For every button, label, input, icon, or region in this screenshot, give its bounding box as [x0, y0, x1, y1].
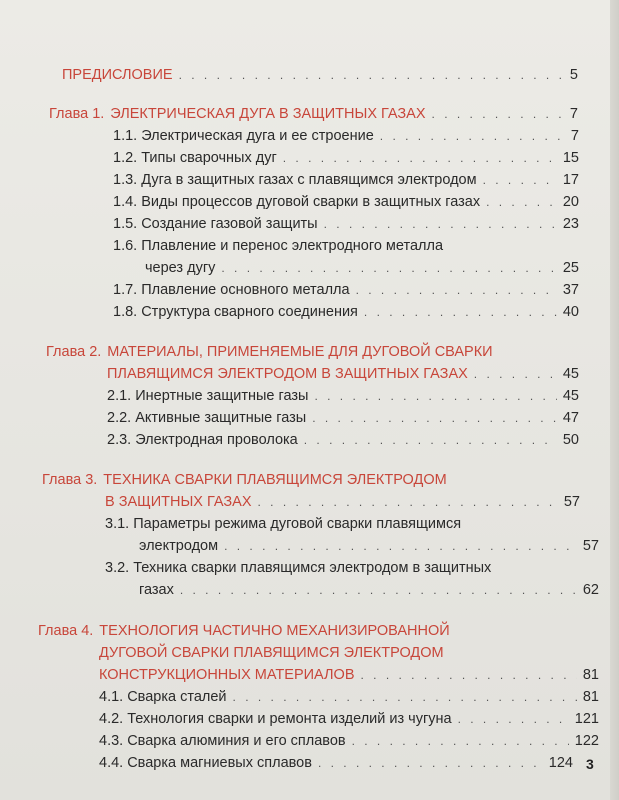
toc-entry-title: 1.5. Создание газовой защиты [113, 216, 318, 232]
toc-page-number: 121 [574, 711, 599, 727]
leader-dots [486, 193, 557, 211]
toc-chapter-4-line2[interactable] [99, 644, 444, 662]
chapter-label: Глава 3. [42, 472, 98, 488]
toc-page-number: 47 [562, 410, 579, 426]
leader-dots [356, 281, 557, 299]
toc-entry-title: 1.7. Плавление основного металла [113, 282, 350, 298]
toc-section-1-8[interactable] [113, 303, 579, 321]
leader-dots [258, 493, 558, 511]
chapter-label: Глава 1. [49, 106, 105, 122]
toc-chapter-4[interactable] [99, 666, 599, 684]
toc-section-2-3[interactable] [107, 431, 579, 449]
toc-section-1-3[interactable] [113, 171, 579, 189]
toc-page-number: 81 [582, 667, 599, 683]
toc-entry-title: 2.2. Активные защитные газы [107, 410, 307, 426]
chapter-title: ТЕХНИКА СВАРКИ ПЛАВЯЩИМСЯ ЭЛЕКТРОДОМ [103, 472, 447, 488]
toc-section-1-6[interactable] [145, 259, 579, 277]
toc-section-4-3[interactable] [99, 732, 599, 750]
leader-dots [364, 303, 557, 321]
leader-dots [458, 710, 569, 728]
toc-section-1-1[interactable] [113, 127, 579, 145]
toc-entry-title: ПРЕДИСЛОВИЕ [62, 67, 173, 83]
leader-dots [474, 365, 557, 383]
toc-chapter-2-line1[interactable] [46, 343, 493, 361]
toc-entry-title-cont: электродом [139, 538, 219, 554]
leader-dots [312, 409, 557, 427]
toc-page-number: 122 [574, 733, 599, 749]
chapter-title: ТЕХНОЛОГИЯ ЧАСТИЧНО МЕХАНИЗИРОВАННОЙ [99, 623, 450, 639]
chapter-title-cont: В ЗАЩИТНЫХ ГАЗАХ [105, 494, 252, 510]
chapter-title-cont: ПЛАВЯЩИМСЯ ЭЛЕКТРОДОМ В ЗАЩИТНЫХ ГАЗАХ [107, 366, 468, 382]
toc-section-1-5[interactable] [113, 215, 579, 233]
toc-page-number: 57 [563, 494, 580, 510]
leader-dots [318, 754, 543, 772]
toc-chapter-1[interactable] [49, 105, 578, 123]
toc-entry-title: 4.1. Сварка сталей [99, 689, 227, 705]
toc-page-number: 7 [570, 128, 579, 144]
toc-page-number: 20 [562, 194, 579, 210]
toc-entry-title: 4.4. Сварка магниевых сплавов [99, 755, 312, 771]
toc-page-number: 25 [562, 260, 579, 276]
toc-page-number: 23 [562, 216, 579, 232]
toc-entry-title: 4.3. Сварка алюминия и его сплавов [99, 733, 346, 749]
toc-entry-title: 1.3. Дуга в защитных газах с плавящимся электродом [113, 172, 477, 188]
toc-entry-title: 1.6. Плавление и перенос электродного металла [113, 238, 444, 254]
leader-dots [180, 581, 577, 599]
toc-section-1-7[interactable] [113, 281, 579, 299]
toc-entry-title: 3.1. Параметры режима дуговой сварки плавящимся [105, 516, 462, 532]
toc-page-number: 37 [562, 282, 579, 298]
toc-entry-title: 1.2. Типы сварочных дуг [113, 150, 277, 166]
toc-entry-title: 2.3. Электродная проволока [107, 432, 298, 448]
toc-section-1-6-line1[interactable] [113, 237, 443, 255]
leader-dots [221, 259, 557, 277]
toc-section-4-1[interactable] [99, 688, 599, 706]
leader-dots [224, 537, 577, 555]
leader-dots [314, 387, 556, 405]
toc-page-number: 124 [548, 755, 573, 771]
leader-dots [432, 105, 564, 123]
chapter-title: МАТЕРИАЛЫ, ПРИМЕНЯЕМЫЕ ДЛЯ ДУГОВОЙ СВАРКИ [107, 344, 493, 360]
toc-section-4-2[interactable] [99, 710, 599, 728]
page-number: 3 [586, 756, 594, 772]
toc-section-2-2[interactable] [107, 409, 579, 427]
toc-entry-title: 2.1. Инертные защитные газы [107, 388, 309, 404]
toc-chapter-3-line1[interactable] [42, 471, 447, 489]
toc-entry-title-cont: через дугу [145, 260, 216, 276]
toc-chapter-3[interactable] [105, 493, 580, 511]
toc-section-3-1-line1[interactable] [105, 515, 461, 533]
leader-dots [483, 171, 557, 189]
leader-dots [380, 127, 565, 145]
toc-section-3-1[interactable] [139, 537, 599, 555]
toc-page-number: 5 [569, 67, 578, 83]
toc-page-number: 17 [562, 172, 579, 188]
toc-entry-title: 1.8. Структура сварного соединения [113, 304, 358, 320]
page-edge [610, 0, 619, 800]
toc-entry-title: 3.2. Техника сварки плавящимся электродом в защитных [105, 560, 492, 576]
leader-dots [352, 732, 569, 750]
toc-entry-title: 1.4. Виды процессов дуговой сварки в защитных газах [113, 194, 481, 210]
leader-dots [233, 688, 577, 706]
toc-section-4-4[interactable] [99, 754, 573, 772]
chapter-title-cont: КОНСТРУКЦИОННЫХ МАТЕРИАЛОВ [99, 667, 355, 683]
toc-page-number: 15 [562, 150, 579, 166]
toc-entry-title-cont: газах [139, 582, 174, 598]
toc-entry-title: 1.1. Электрическая дуга и ее строение [113, 128, 374, 144]
toc-section-3-2[interactable] [139, 581, 599, 599]
chapter-title-cont: ДУГОВОЙ СВАРКИ ПЛАВЯЩИМСЯ ЭЛЕКТРОДОМ [99, 645, 444, 661]
toc-page-number: 40 [562, 304, 579, 320]
leader-dots [324, 215, 557, 233]
toc-chapter-4-line1[interactable] [38, 622, 450, 640]
leader-dots [304, 431, 557, 449]
toc-section-1-4[interactable] [113, 193, 579, 211]
toc-page-number: 62 [582, 582, 599, 598]
leader-dots [361, 666, 577, 684]
toc-page-number: 45 [562, 388, 579, 404]
toc-entry-title: 4.2. Технология сварки и ремонта изделий из чугуна [99, 711, 452, 727]
toc-page-number: 45 [562, 366, 579, 382]
chapter-title: ЭЛЕКТРИЧЕСКАЯ ДУГА В ЗАЩИТНЫХ ГАЗАХ [110, 106, 426, 122]
toc-section-3-2-line1[interactable] [105, 559, 491, 577]
toc-section-2-1[interactable] [107, 387, 579, 405]
leader-dots [179, 66, 564, 84]
toc-entry-preface[interactable] [62, 66, 578, 84]
chapter-label: Глава 4. [38, 623, 94, 639]
toc-page-number: 7 [569, 106, 578, 122]
toc-section-1-2[interactable] [113, 149, 579, 167]
toc-page-number: 57 [582, 538, 599, 554]
toc-chapter-2[interactable] [107, 365, 579, 383]
toc-page-number: 50 [562, 432, 579, 448]
leader-dots [283, 149, 557, 167]
chapter-label: Глава 2. [46, 344, 102, 360]
toc-page-number: 81 [582, 689, 599, 705]
